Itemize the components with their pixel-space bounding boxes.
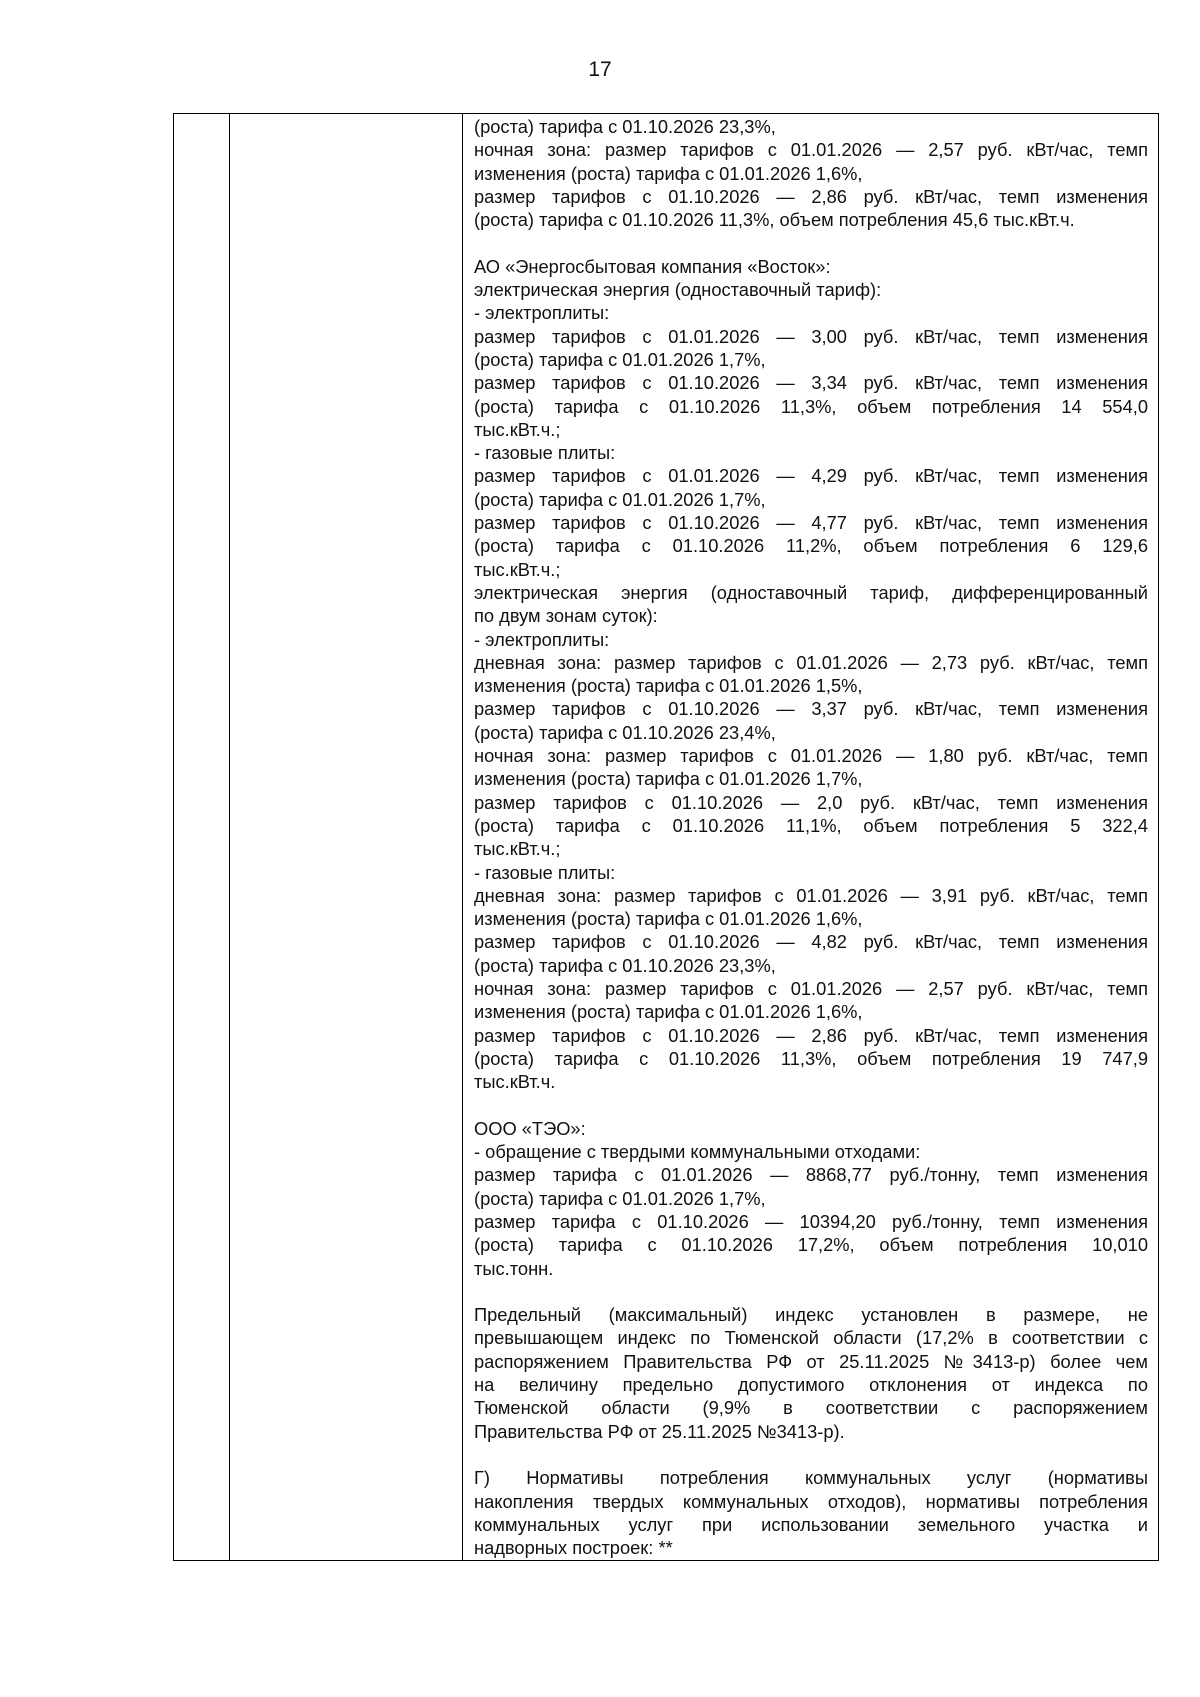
text-line: ООО «ТЭО»: [474, 1117, 586, 1139]
document-table [173, 113, 1159, 1561]
text-line: размер тарифов с 01.10.2026 — 3,37 руб. кВт/час, темп изменения [474, 698, 1148, 720]
text-line: размер тарифов с 01.10.2026 — 2,86 руб. кВт/час, темп изменения [474, 1024, 1148, 1046]
text-line: изменения (роста) тарифа с 01.01.2026 1,7%, [474, 768, 863, 790]
text-line: тыс.кВт.ч.; [474, 418, 561, 440]
text-line: Г) Нормативы потребления коммунальных услуг (нормативы [474, 1467, 1148, 1489]
text-line: размер тарифов с 01.10.2026 — 2,86 руб. кВт/час, темп изменения [474, 185, 1148, 207]
text-line: распоряжением Правительства РФ от 25.11.2025 №3413-р) более чем [474, 1350, 1148, 1372]
text-line: (роста) тарифа с 01.10.2026 11,1%, объем потребления 5 322,4 [474, 814, 1148, 836]
text-line: ночная зона: размер тарифов с 01.01.2026 — 2,57 руб. кВт/час, темп [474, 139, 1148, 161]
text-line: надворных построек: ** [474, 1537, 673, 1559]
text-line: тыс.кВт.ч.; [474, 558, 561, 580]
text-line: (роста) тарифа с 01.10.2026 11,3%, объем потребления 19 747,9 [474, 1047, 1148, 1069]
text-line: на величину предельно допустимого отклонения от индекса по [474, 1374, 1148, 1396]
text-line: АО «Энергосбытовая компания «Восток»: [474, 255, 831, 277]
text-line: размер тарифов с 01.10.2026 — 4,77 руб. кВт/час, темп изменения [474, 512, 1148, 534]
text-line: размер тарифа с 01.10.2026 — 10394,20 руб./тонну, темп изменения [474, 1210, 1148, 1232]
text-line: размер тарифов с 01.10.2026 — 3,34 руб. кВт/час, темп изменения [474, 372, 1148, 394]
page-number: 17 [588, 58, 612, 81]
text-line: (роста) тарифа с 01.10.2026 17,2%, объем потребления 10,010 [474, 1234, 1148, 1256]
text-line: дневная зона: размер тарифов с 01.01.2026 — 2,73 руб. кВт/час, темп [474, 651, 1148, 673]
text-line: дневная зона: размер тарифов с 01.01.2026 — 3,91 руб. кВт/час, темп [474, 884, 1148, 906]
text-line: Предельный (максимальный) индекс установлен в размере, не [474, 1304, 1148, 1326]
table-cell-content [463, 114, 1158, 1560]
text-line: - электроплиты: [474, 302, 610, 324]
text-line: размер тарифов с 01.01.2026 — 4,29 руб. кВт/час, темп изменения [474, 465, 1148, 487]
text-line: изменения (роста) тарифа с 01.01.2026 1,6%, [474, 162, 863, 184]
text-line: - газовые плиты: [474, 861, 616, 883]
text-line: (роста) тарифа с 01.01.2026 1,7%, [474, 488, 766, 510]
text-line: электрическая энергия (одноставочный тариф): [474, 279, 882, 301]
text-line: - электроплиты: [474, 628, 610, 650]
text-line: - газовые плиты: [474, 442, 616, 464]
text-line: (роста) тарифа с 01.10.2026 23,3%, [474, 116, 776, 137]
paragraph-gap [474, 231, 1148, 254]
text-line: (роста) тарифа с 01.10.2026 11,3%, объем потребления 45,6 тыс.кВт.ч. [474, 209, 1075, 231]
text-line: размер тарифов с 01.10.2026 — 4,82 руб. кВт/час, темп изменения [474, 931, 1148, 953]
text-line: изменения (роста) тарифа с 01.01.2026 1,6%, [474, 908, 863, 930]
text-line: размер тарифа с 01.01.2026 — 8868,77 руб./тонну, темп изменения [474, 1164, 1148, 1186]
text-line: изменения (роста) тарифа с 01.01.2026 1,5%, [474, 675, 863, 697]
text-line: (роста) тарифа с 01.01.2026 1,7%, [474, 1187, 766, 1209]
paragraph-gap [474, 1280, 1148, 1303]
text-line: по двум зонам суток): [474, 605, 658, 627]
text-line: Тюменской области (9,9% в соответствии с распоряжением [474, 1397, 1148, 1419]
text-line: изменения (роста) тарифа с 01.01.2026 1,6%, [474, 1001, 863, 1023]
paragraph-gap [474, 1443, 1148, 1466]
text-line: тыс.кВт.ч. [474, 1071, 556, 1093]
text-line: накопления твердых коммунальных отходов), нормативы потребления [474, 1490, 1148, 1512]
text-line: (роста) тарифа с 01.10.2026 23,3%, [474, 954, 776, 976]
text-line: - обращение с твердыми коммунальными отходами: [474, 1141, 921, 1163]
text-line: (роста) тарифа с 01.10.2026 11,3%, объем потребления 14 554,0 [474, 395, 1148, 417]
text-line: размер тарифов с 01.01.2026 — 3,00 руб. кВт/час, темп изменения [474, 325, 1148, 347]
text-line: (роста) тарифа с 01.10.2026 11,2%, объем потребления 6 129,6 [474, 535, 1148, 557]
text-line: коммунальных услуг при использовании земельного участка и [474, 1513, 1148, 1535]
text-line: размер тарифов с 01.10.2026 — 2,0 руб. кВт/час, темп изменения [474, 791, 1148, 813]
table-column-name [230, 114, 463, 1560]
text-line: тыс.кВт.ч.; [474, 838, 561, 860]
text-line: превышающем индекс по Тюменской области (17,2% в соответствии с [474, 1327, 1148, 1349]
table-column-number [174, 114, 230, 1560]
text-line: (роста) тарифа с 01.01.2026 1,7%, [474, 348, 766, 370]
text-line: электрическая энергия (одноставочный тариф, дифференцированный [474, 581, 1148, 603]
text-line: ночная зона: размер тарифов с 01.01.2026 — 1,80 руб. кВт/час, темп [474, 745, 1148, 767]
text-line: Правительства РФ от 25.11.2025 №3413-р). [474, 1420, 845, 1442]
paragraph-gap [474, 1093, 1148, 1116]
text-line: (роста) тарифа с 01.10.2026 23,4%, [474, 721, 776, 743]
text-line: тыс.тонн. [474, 1257, 554, 1279]
text-line: ночная зона: размер тарифов с 01.01.2026 — 2,57 руб. кВт/час, темп [474, 977, 1148, 999]
